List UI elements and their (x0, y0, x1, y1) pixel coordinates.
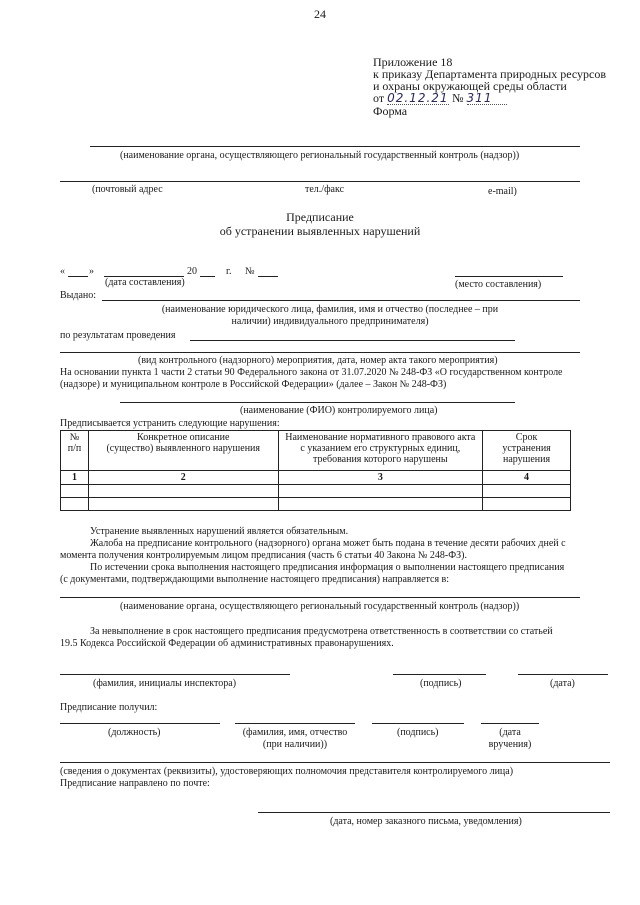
header-col-4: Срок устранения нарушения (483, 431, 571, 471)
violations-table (60, 430, 571, 511)
inspector-sign-line (393, 674, 486, 675)
docs-caption: (сведения о документах (реквизиты), удостоверяющих полномочия представителя контролируемого лица) (60, 766, 514, 777)
tel-caption: тел./факс (305, 184, 345, 195)
paragraph-complaint-2: момента получения контролируемым лицом предписания (часть 6 статьи 40 Закона № 248-ФЗ). (60, 550, 467, 561)
header-col-3: Наименование нормативного правового акта с указанием его структурных единиц, требования которого нарушены (278, 431, 483, 471)
order-line-2: и охраны окружающей среды области (373, 79, 567, 93)
organ-line (90, 146, 580, 147)
event-caption: (вид контрольного (надзорного) мероприятия, дата, номер акта такого мероприятия) (138, 355, 498, 366)
fio-line (120, 402, 515, 403)
header-col-2: Конкретное описание (существо) выявленного нарушения (88, 431, 278, 471)
basis-line-1: На основании пункта 1 части 2 статьи 90 Федерального закона от 31.07.2020 № 248-ФЗ «О государственном контроле (60, 367, 563, 378)
inspector-sign-caption: (подпись) (420, 678, 462, 689)
received-label: Предписание получил: (60, 702, 158, 713)
col-number-2: 2 (88, 471, 278, 485)
paragraph-liability-2: 19.5 Кодекса Российской Федерации об административных правонарушениях. (60, 638, 394, 649)
inspector-caption: (фамилия, инициалы инспектора) (93, 678, 237, 689)
col-number-4: 4 (483, 471, 571, 485)
handwritten-number: 311 (467, 92, 507, 105)
address-line (60, 181, 580, 182)
inspector-date-caption: (дата) (550, 678, 575, 689)
date-quote-close: » (89, 266, 94, 277)
paragraph-deadline-1: По истечении срока выполнения настоящего предписания информация о выполнении настоящего предписания (90, 562, 565, 573)
mail-line (258, 812, 610, 813)
receiver-fio-caption: (фамилия, имя, отчество (при наличии)) (242, 727, 348, 750)
number-label: № (452, 91, 464, 105)
docs-line (60, 762, 610, 763)
place-caption: (место составления) (455, 279, 542, 290)
document-title (200, 210, 440, 238)
issued-caption-line-1: (наименование юридического лица, фамилия, имя и отчество (последнее – при (161, 304, 499, 315)
inspector-line (60, 674, 290, 675)
prescribe-label: Предписывается устранить следующие нарушения: (60, 418, 280, 429)
col-number-1: 1 (61, 471, 89, 485)
mail-label: Предписание направлено по почте: (60, 778, 210, 789)
number-sign: № (245, 266, 255, 277)
paragraph-complaint-1: Жалоба на предписание контрольного (надзорного) органа может быть подана в течение десяти рабочих дней с (90, 538, 566, 549)
issued-caption-line-2: наличии) индивидуального предпринимателя) (231, 316, 429, 327)
postal-caption: (почтовый адрес (92, 184, 163, 195)
position-line (60, 723, 220, 724)
send-to-line (60, 597, 580, 598)
col-number-3: 3 (278, 471, 483, 485)
organ-caption: (наименование органа, осуществляющего региональный государственный контроль (надзор)) (120, 150, 520, 161)
header-col-1: № п/п (61, 431, 89, 471)
year-prefix: 20 (187, 266, 197, 277)
appendix-header (373, 56, 606, 117)
table-row (61, 485, 571, 498)
receiver-sign-caption: (подпись) (397, 727, 439, 738)
receiver-sign-line (372, 723, 464, 724)
email-caption: e-mail) (488, 186, 517, 197)
title-line-1: Предписание (286, 210, 354, 224)
receiver-fio-line (235, 723, 355, 724)
send-to-caption: (наименование органа, осуществляющего региональный государственный контроль (надзор)) (120, 601, 520, 612)
results-line (190, 340, 515, 341)
issued-label: Выдано: (60, 290, 97, 301)
handwritten-date: 02.12.21 (387, 91, 449, 105)
basis-line-2: (надзоре) и муниципальном контроле в Российской Федерации» (далее – Закон № 248-ФЗ) (60, 379, 447, 390)
mail-caption: (дата, номер заказного письма, уведомления) (330, 816, 522, 827)
results-label: по результатам проведения (60, 330, 176, 341)
receiver-date-line (481, 723, 539, 724)
title-line-2: об устранении выявленных нарушений (219, 224, 421, 238)
inspector-date-line (518, 674, 608, 675)
year-suffix: г. (226, 266, 232, 277)
issued-line (102, 300, 580, 301)
paragraph-deadline-2: (с документами, подтверждающими выполнение настоящего предписания) направляется в: (60, 574, 450, 585)
date-quote-open: « (60, 266, 65, 277)
from-label: от (373, 91, 385, 105)
place-line (455, 276, 563, 277)
year-line (200, 276, 215, 277)
form-label: Форма (373, 104, 408, 118)
table-header-row (61, 431, 571, 471)
order-line-1: к приказу Департамента природных ресурсов (373, 67, 607, 81)
receiver-date-caption: (дата вручения) (488, 727, 532, 750)
table-row (61, 498, 571, 511)
event-line (60, 352, 580, 353)
day-line (68, 276, 88, 277)
date-caption: (дата составления) (105, 277, 185, 288)
paragraph-mandatory: Устранение выявленных нарушений является обязательным. (90, 526, 349, 537)
table-number-row (61, 471, 571, 485)
appendix-title: Приложение 18 (373, 55, 453, 69)
order-date-number (373, 92, 606, 105)
doc-number-line (258, 276, 278, 277)
position-caption: (должность) (108, 727, 161, 738)
fio-caption: (наименование (ФИО) контролируемого лица) (240, 405, 438, 416)
paragraph-liability-1: За невыполнение в срок настоящего предписания предусмотрена ответственность в соответствии со статьей (90, 626, 553, 637)
issued-caption (120, 304, 540, 328)
page-number: 24 (314, 7, 326, 21)
